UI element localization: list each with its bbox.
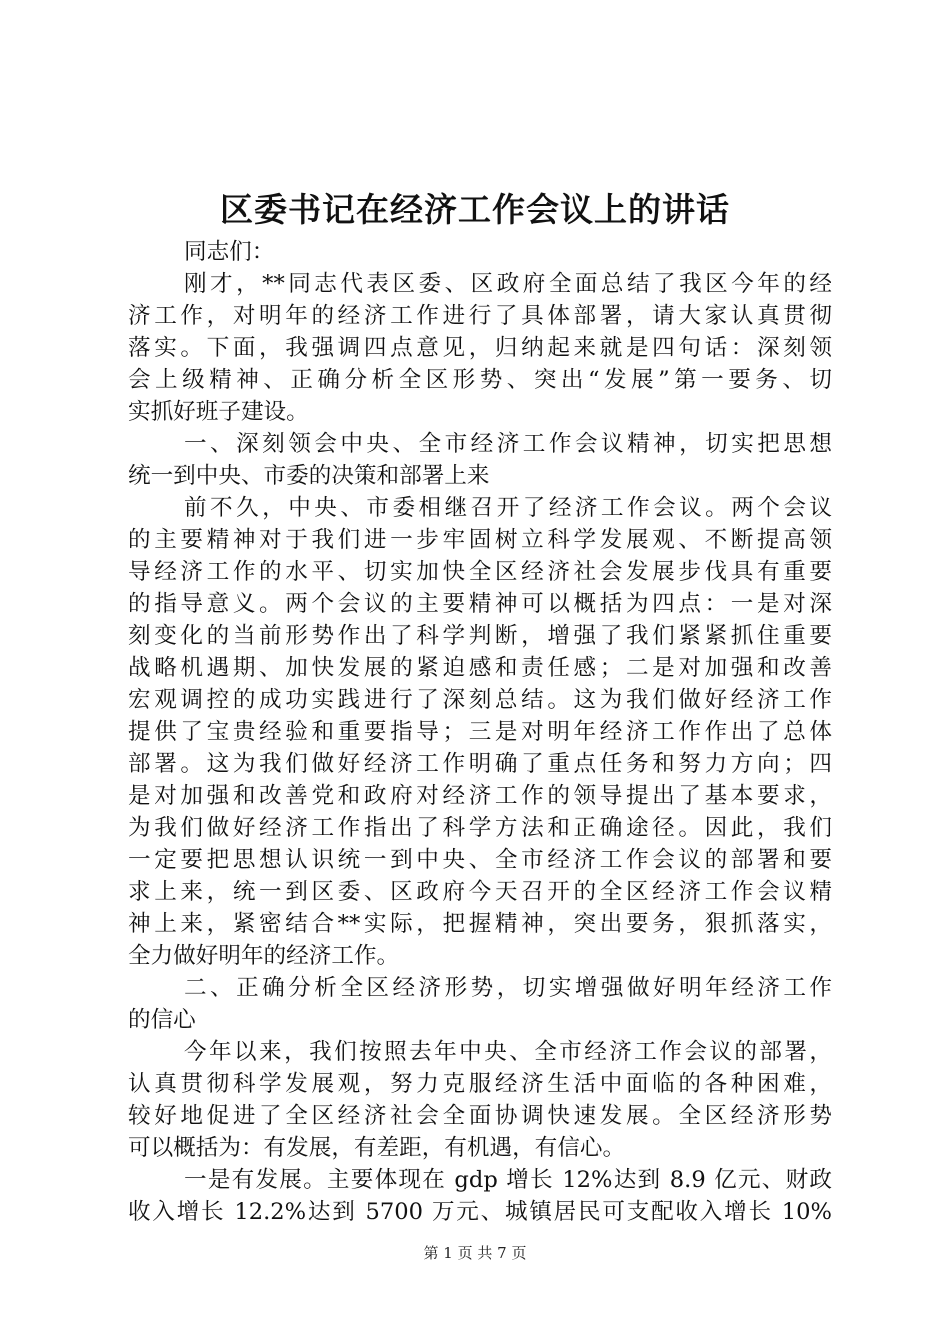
text-line: 的主要精神对于我们进一步牢固树立科学发展观、不断提高领 — [128, 527, 832, 553]
text-line: 全力做好明年的经济工作。 — [128, 943, 400, 969]
section-heading-2: 二、正确分析全区经济形势，切实增强做好明年经济工作 — [184, 975, 832, 1001]
text-line: 济工作，对明年的经济工作进行了具体部署，请大家认真贯彻 — [128, 303, 832, 329]
text-line: 战略机遇期、加快发展的紧迫感和责任感；二是对加强和改善 — [128, 655, 832, 681]
text-line: 今年以来，我们按照去年中央、全市经济工作会议的部署， — [184, 1039, 832, 1065]
text-line: 求上来，统一到区委、区政府今天召开的全区经济工作会议精 — [128, 879, 832, 905]
section-heading-1-cont: 统一到中央、市委的决策和部署上来 — [128, 463, 490, 489]
text-line: 同志们： — [184, 239, 275, 265]
text-line: 落实。下面，我强调四点意见，归纳起来就是四句话：深刻领 — [128, 335, 832, 361]
document-title: 区委书记在经济工作会议上的讲话 — [220, 190, 730, 229]
text-line: 神上来，紧密结合**实际，把握精神，突出要务，狠抓落实， — [128, 911, 832, 937]
text-line: 会上级精神、正确分析全区形势、突出“发展”第一要务、切 — [128, 367, 832, 393]
page-footer: 第 1 页 共 7 页 — [423, 1244, 527, 1262]
text-line: 可以概括为：有发展，有差距，有机遇，有信心。 — [128, 1135, 626, 1161]
text-line: 较好地促进了全区经济社会全面协调快速发展。全区经济形势 — [128, 1103, 832, 1129]
text-line: 刚才，**同志代表区委、区政府全面总结了我区今年的经 — [184, 271, 832, 297]
text-line: 宏观调控的成功实践进行了深刻总结。这为我们做好经济工作 — [128, 687, 832, 713]
section-heading-1: 一、深刻领会中央、全市经济工作会议精神，切实把思想 — [184, 431, 832, 457]
text-line: 一定要把思想认识统一到中央、全市经济工作会议的部署和要 — [128, 847, 832, 873]
text-line: 提供了宝贵经验和重要指导；三是对明年经济工作作出了总体 — [128, 719, 832, 745]
text-line: 的指导意义。两个会议的主要精神可以概括为四点：一是对深 — [128, 591, 832, 617]
text-line: 部署。这为我们做好经济工作明确了重点任务和努力方向；四 — [128, 751, 832, 777]
section-heading-2-cont: 的信心 — [128, 1007, 196, 1033]
text-line: 为我们做好经济工作指出了科学方法和正确途径。因此，我们 — [128, 815, 832, 841]
text-line: 收入增长 12.2%达到 5700 万元、城镇居民可支配收入增长 10% — [128, 1199, 832, 1225]
text-line: 一是有发展。主要体现在 gdp 增长 12%达到 8.9 亿元、财政 — [184, 1167, 832, 1193]
document-body — [128, 236, 832, 1228]
text-line: 刻变化的当前形势作出了科学判断，增强了我们紧紧抓住重要 — [128, 623, 832, 649]
text-line: 实抓好班子建设。 — [128, 399, 309, 425]
text-line: 认真贯彻科学发展观，努力克服经济生活中面临的各种困难， — [128, 1071, 832, 1097]
text-line: 前不久，中央、市委相继召开了经济工作会议。两个会议 — [184, 495, 832, 521]
text-line: 是对加强和改善党和政府对经济工作的领导提出了基本要求， — [128, 783, 832, 809]
text-line: 导经济工作的水平、切实加快全区经济社会发展步伐具有重要 — [128, 559, 832, 585]
